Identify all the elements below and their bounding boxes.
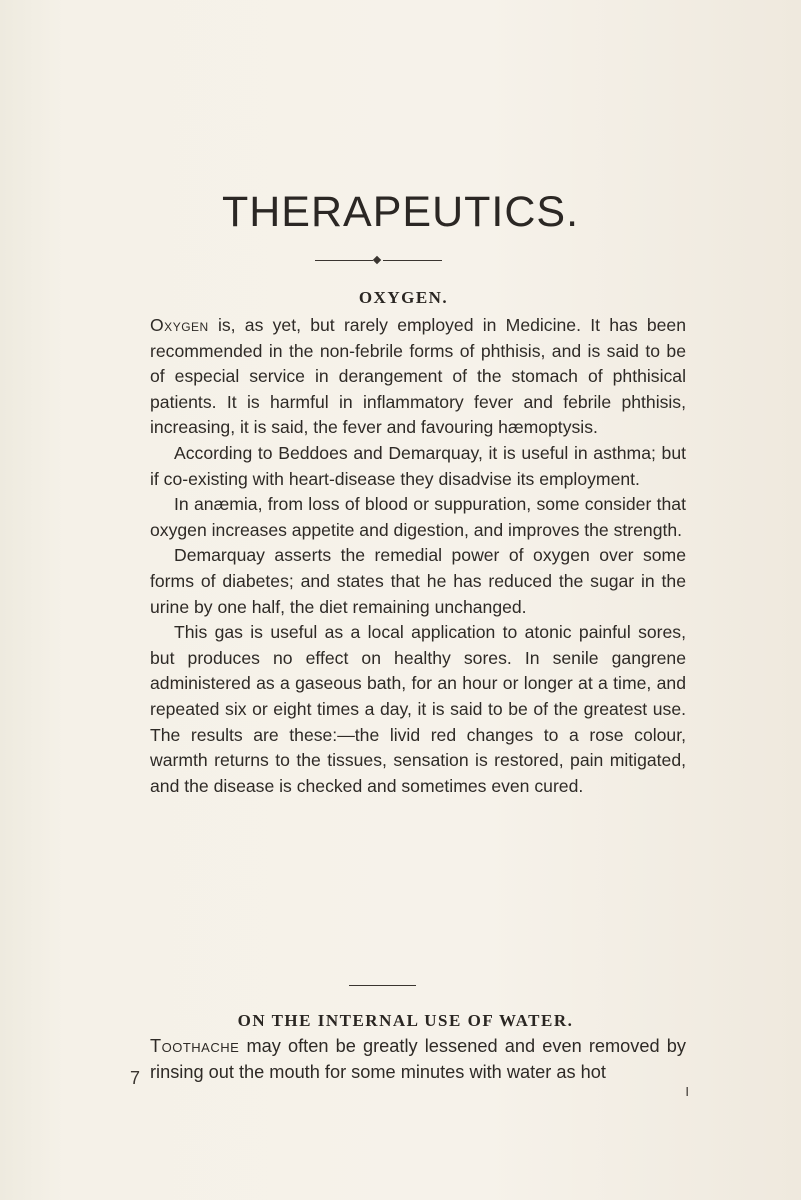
- ornament-line-right: [383, 260, 442, 261]
- paragraph: According to Beddoes and Demarquay, it is useful in asthma; but if co-existing with heart-disease they disadvise its employment.: [150, 442, 686, 489]
- section-heading-water: ON THE INTERNAL USE OF WATER.: [237, 1011, 574, 1030]
- margin-mark: 7: [130, 1068, 141, 1088]
- paragraph: [150, 313, 686, 441]
- section-body-oxygen: [150, 313, 686, 799]
- signature-mark: [0, 1084, 801, 1099]
- paragraph-lead-word: Toothache: [150, 1036, 240, 1056]
- paragraph: In anæmia, from loss of blood or suppuration, some consider that oxygen increases appetite and digestion, and improves the strength.: [150, 494, 686, 540]
- paragraph-text: is, as yet, but rarely employed in Medicine. It has been recommended in the non-febrile forms of phthisis, and is said to be of especial service in derangement of the stomach of phthisical patients. It is harmful in inflammatory fever and febrile phthisis, increasing, it is said, the fever and favouring hæmoptysis.: [150, 315, 686, 438]
- section-heading-oxygen: OXYGEN.: [358, 288, 449, 307]
- paragraph-text: may often be greatly lessened and even removed by rinsing out the mouth for some minutes with water as hot: [150, 1036, 686, 1082]
- signature-mark-text: I: [685, 1084, 689, 1099]
- paragraph-lead-word: Oxygen: [150, 315, 209, 335]
- paragraph: Demarquay asserts the remedial power of oxygen over some forms of diabetes; and states that he has reduced the sugar in the urine by one half, the diet remaining unchanged.: [150, 545, 686, 617]
- title-ornament: [315, 256, 442, 266]
- ornament-line-left: [315, 260, 373, 261]
- diamond-icon: [373, 256, 381, 264]
- section-body-water: [150, 1034, 686, 1085]
- paragraph: [150, 1034, 686, 1085]
- section-divider: [349, 985, 416, 986]
- paragraph: This gas is useful as a local application to atonic painful sores, but produces no effect on healthy sores. In senile gangrene administered as a gaseous bath, for an hour or longer at a time, and repeated six or eight times a day, it is said to be of the greatest use. The results are these:—the livid red changes to a rose colour, warmth returns to the tissues, sensation is restored, pain mitigated, and the disease is checked and sometimes even cured.: [150, 622, 686, 796]
- page-title: THERAPEUTICS.: [221, 188, 580, 236]
